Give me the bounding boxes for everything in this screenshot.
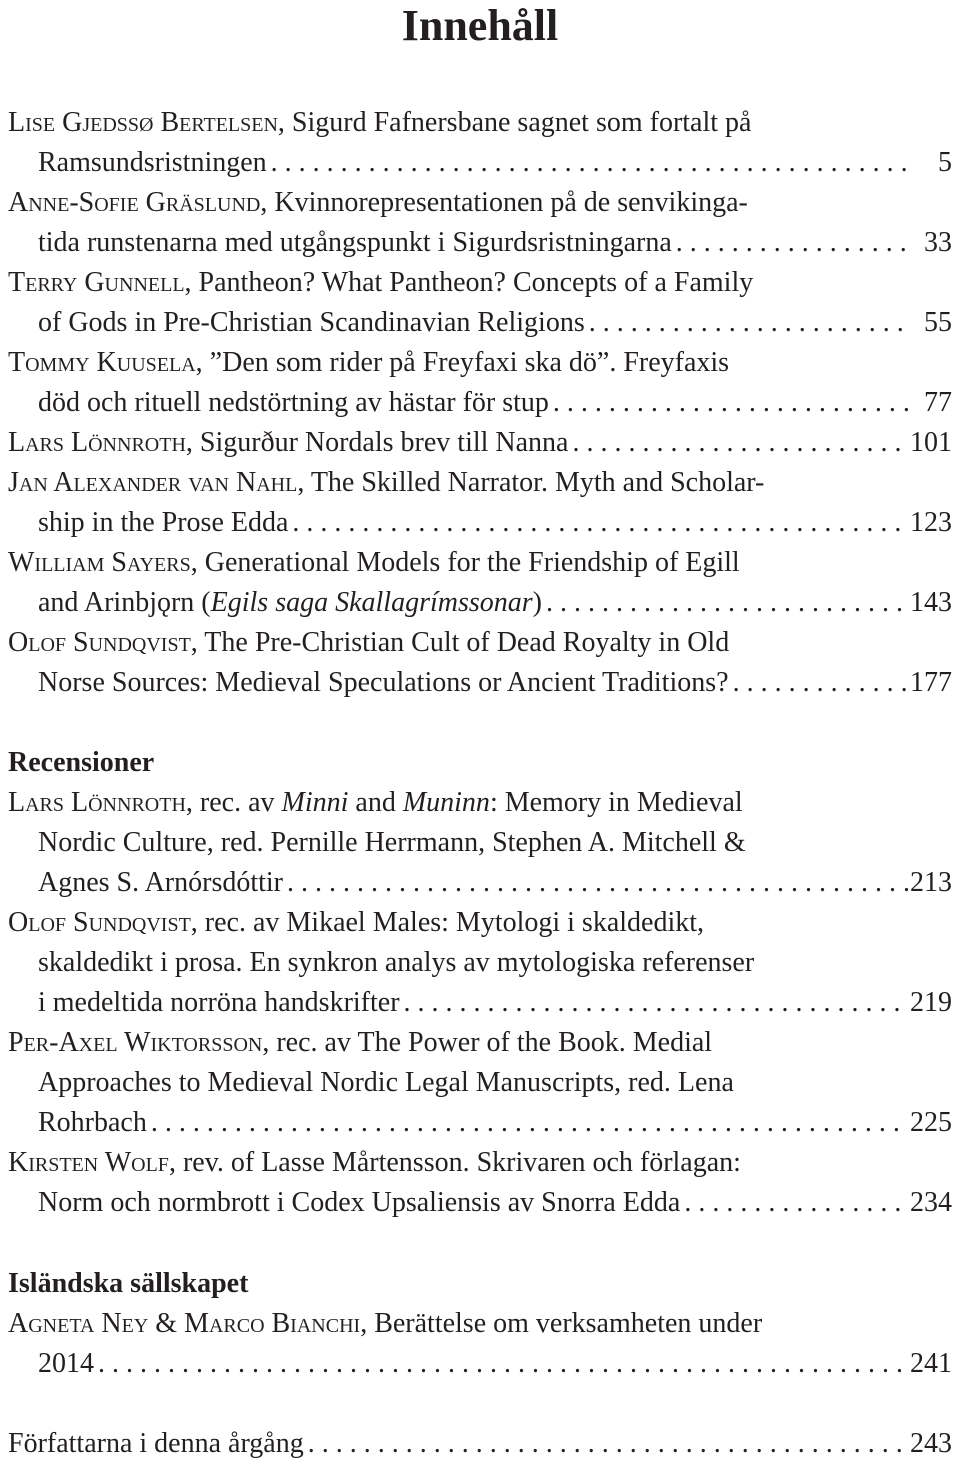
entry-title-line2: Norm och normbrott i Codex Upsaliensis av Snorra Edda [38, 1187, 681, 1218]
page-number: 123 [910, 507, 952, 538]
page-number: 77 [924, 387, 952, 418]
page-number: 225 [910, 1107, 952, 1138]
author-name: Marco Bianchi [184, 1308, 361, 1339]
dot-leader [267, 143, 908, 183]
dot-leader [568, 423, 908, 463]
author-name: Jan Alexander van Nahl [8, 467, 298, 498]
entry-title-line2: död och rituell nedstörtning av hästar för stup [38, 387, 549, 418]
toc-entry-graslund[interactable]: Anne-Sofie Gräslund, Kvinnorepresentationen på de senvikinga- tida runstenarna med utgångspunkt i Sigurdsristningarna . . . 33 [8, 183, 952, 263]
page-number: 55 [924, 307, 952, 338]
page-number: 213 [910, 867, 952, 898]
entry-title-line1: Sigurd Fafnersbane sagnet som fortalt på [291, 107, 752, 138]
entry-title-line1: Berättelse om verksamheten under [374, 1308, 763, 1339]
author-name: Lars Lönnroth [8, 427, 186, 458]
page-number: 219 [910, 987, 952, 1018]
page-number: 243 [910, 1428, 952, 1459]
entry-title-line2: skaldedikt i prosa. En synkron analys av mytologiska referenser [38, 947, 755, 978]
entry-title-line2: ship in the Prose Edda [38, 507, 289, 538]
entry-title-line2: 2014 [38, 1348, 94, 1379]
page-number: 241 [910, 1348, 952, 1379]
toc-entry-review-wolf[interactable]: Kirsten Wolf, rev. of Lasse Mårtensson. Skrivaren och förlagan: Norm och normbrott i Codex Upsaliensis av Snorra Edda . . . 234 [8, 1143, 952, 1223]
section-heading-society: Isländska sällskapet [8, 1268, 249, 1299]
page-number: 177 [910, 667, 952, 698]
toc-entry-review-wiktorsson[interactable]: Per-Axel Wiktorsson, rec. av The Power of the Book. Medial Approaches to Medieval Nordic Legal Manuscripts, red. Lena Rohrbach . . . 225 [8, 1023, 952, 1143]
entry-title-line3: i medeltida norröna handskrifter [38, 987, 400, 1018]
toc-entry-bertelsen[interactable]: Lise Gjedssø Bertelsen, Sigurd Fafnersbane sagnet som fortalt på Ramsundsristningen . . . 5 [8, 103, 952, 183]
entry-title-line3: Rohrbach [38, 1107, 147, 1138]
page-number: 234 [910, 1187, 952, 1218]
entry-title-line1: Kvinnorepresentationen på de senvikinga- [274, 187, 748, 218]
toc-entry-society-report[interactable]: Agneta Ney & Marco Bianchi, Berättelse om verksamheten under 2014 . . . 241 [8, 1304, 952, 1384]
author-name: Agneta Ney [8, 1308, 149, 1339]
entry-title-line1: Generational Models for the Friendship of Egill [204, 547, 740, 578]
toc-entry-sundqvist[interactable]: Olof Sundqvist, The Pre-Christian Cult of Dead Royalty in Old Norse Sources: Medieval Speculations or Ancient Traditions? . . . 177 [8, 623, 952, 703]
entry-title-line1: rec. av Mikael Males: Mytologi i skaldedikt, [204, 907, 705, 938]
toc-entry-review-lonnroth[interactable]: Lars Lönnroth, rec. av Minni and Muninn: Memory in Medieval Nordic Culture, red. Pernille Herrmann, Stephen A. Mitchell & Agnes S. Arnórsdóttir . . . 213 [8, 783, 952, 903]
dot-leader [147, 1103, 908, 1143]
author-name: Anne-Sofie Gräslund [8, 187, 261, 218]
entry-title-line1: Sigurður Nordals brev till Nanna [199, 427, 569, 458]
entry-title-line2: tida runstenarna med utgångspunkt i Sigurdsristningarna [38, 227, 672, 258]
dot-leader [672, 223, 908, 263]
toc-entry-van-nahl[interactable]: Jan Alexander van Nahl, The Skilled Narrator. Myth and Scholar- ship in the Prose Edda . . . 123 [8, 463, 952, 543]
entry-title-line2: Approaches to Medieval Nordic Legal Manuscripts, red. Lena [38, 1067, 734, 1098]
author-name: William Sayers [8, 547, 191, 578]
dot-leader [729, 663, 908, 703]
dot-leader [680, 1183, 908, 1223]
author-name: Olof Sundqvist [8, 627, 191, 658]
dot-leader [288, 503, 908, 543]
entry-title-line1: ”Den som rider på Freyfaxi ska dö”. Freyfaxis [209, 347, 730, 378]
entry-title-line2: Norse Sources: Medieval Speculations or Ancient Traditions? [38, 667, 729, 698]
entry-title-line2: of Gods in Pre-Christian Scandinavian Religions [38, 307, 585, 338]
entry-title-line1: Pantheon? What Pantheon? Concepts of a Family [198, 267, 754, 298]
dot-leader [283, 863, 908, 903]
entry-title-line2: Ramsundsristningen [38, 147, 267, 178]
author-name: Lise Gjedssø Bertelsen [8, 107, 278, 138]
entry-title-line1: Författarna i denna årgång [8, 1428, 304, 1459]
toc-entry-sayers[interactable]: William Sayers, Generational Models for the Friendship of Egill and Arinbjǫrn (Egils saga Skallagrímssonar) . . . 143 [8, 543, 952, 623]
toc-entry-lonnroth[interactable]: Lars Lönnroth, Sigurður Nordals brev till Nanna . . . 101 [8, 423, 952, 463]
dot-leader [585, 303, 908, 343]
entry-title-line2: Nordic Culture, red. Pernille Herrmann, Stephen A. Mitchell & [38, 827, 746, 858]
author-name: Tommy Kuusela [8, 347, 196, 378]
author-name: Terry Gunnell [8, 267, 185, 298]
page-number: 33 [924, 227, 952, 258]
author-name: Lars Lönnroth [8, 787, 186, 818]
dot-leader [549, 383, 908, 423]
toc-entry-review-sundqvist[interactable]: Olof Sundqvist, rec. av Mikael Males: Mytologi i skaldedikt, skaldedikt i prosa. En synkron analys av mytologiska referenser i medeltida norröna handskrifter . . . 219 [8, 903, 952, 1023]
dot-leader [304, 1424, 908, 1464]
toc-entry-kuusela[interactable]: Tommy Kuusela, ”Den som rider på Freyfaxi ska dö”. Freyfaxis död och rituell nedstörtning av hästar för stup . . . 77 [8, 343, 952, 423]
entry-title-line2: and Arinbjǫrn (Egils saga Skallagrímssonar) [38, 587, 542, 618]
page-number: 143 [910, 587, 952, 618]
dot-leader [400, 983, 908, 1023]
page-title: Innehåll [401, 1, 559, 50]
entry-title-line1: rev. of Lasse Mårtensson. Skrivaren och förlagan: [182, 1147, 741, 1178]
section-heading-reviews: Recensioner [8, 747, 155, 778]
dot-leader [94, 1344, 908, 1384]
author-name: Kirsten Wolf [8, 1147, 169, 1178]
entry-title-line1: The Skilled Narrator. Myth and Scholar- [310, 467, 765, 498]
entry-title-line3: Agnes S. Arnórsdóttir [38, 867, 283, 898]
author-name: Per-Axel Wiktorsson [8, 1027, 263, 1058]
entry-title-line1: The Pre-Christian Cult of Dead Royalty in Old [204, 627, 730, 658]
page-number: 101 [910, 427, 952, 458]
entry-title-line1: rec. av The Power of the Book. Medial [276, 1027, 713, 1058]
dot-leader [542, 583, 908, 623]
toc-entry-gunnell[interactable]: Terry Gunnell, Pantheon? What Pantheon? Concepts of a Family of Gods in Pre-Christian Scandinavian Religions . . . 55 [8, 263, 952, 343]
page-number: 5 [938, 147, 952, 178]
author-name: Olof Sundqvist [8, 907, 191, 938]
toc-entry-authors[interactable] [8, 1424, 952, 1464]
